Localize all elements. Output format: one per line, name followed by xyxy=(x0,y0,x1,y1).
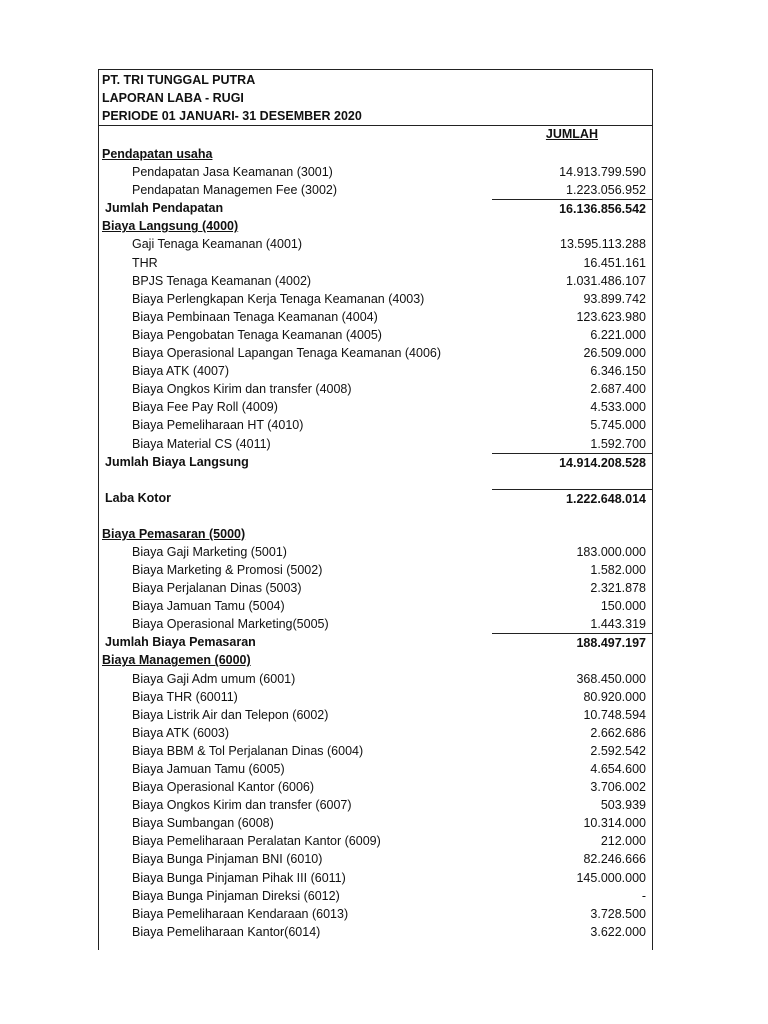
line-item-row xyxy=(99,814,652,832)
line-item-label: Biaya Pembinaan Tenaga Keamanan (4004) xyxy=(132,309,378,324)
line-item-label: Gaji Tenaga Keamanan (4001) xyxy=(132,237,303,252)
total-label: Jumlah Pendapatan xyxy=(105,201,224,216)
line-item-value: 10.748.594 xyxy=(583,707,646,722)
line-item-label: Biaya Jamuan Tamu (5004) xyxy=(132,599,285,614)
line-item-label: Biaya Ongkos Kirim dan transfer (4008) xyxy=(132,382,352,397)
line-item-value: 2.687.400 xyxy=(590,382,646,397)
line-item-value: 145.000.000 xyxy=(576,870,646,885)
total-value-cell xyxy=(492,489,652,508)
total-value: 14.914.208.528 xyxy=(559,455,646,470)
line-item-value: 2.662.686 xyxy=(590,725,646,740)
line-item-value: 3.728.500 xyxy=(590,906,646,921)
line-item-row xyxy=(99,905,652,923)
line-item-label: Biaya ATK (6003) xyxy=(132,725,230,740)
line-item-label: Biaya Bunga Pinjaman Pihak III (6011) xyxy=(132,870,346,885)
line-item-label: Biaya THR (60011) xyxy=(132,689,238,704)
report-period: PERIODE 01 JANUARI- 31 DESEMBER 2020 xyxy=(102,109,362,123)
line-item-label: Biaya Ongkos Kirim dan transfer (6007) xyxy=(132,798,352,813)
section-heading-biaya-pemasaran xyxy=(99,525,652,543)
line-item-row xyxy=(99,688,652,706)
line-item-value: 6.221.000 xyxy=(590,327,646,342)
line-item-value: 93.899.742 xyxy=(583,291,646,306)
line-item-row xyxy=(99,760,652,778)
report-header xyxy=(99,70,652,126)
line-item-value: 3.706.002 xyxy=(590,780,646,795)
line-item-row xyxy=(99,163,652,181)
line-item-label: Biaya Material CS (4011) xyxy=(132,436,271,451)
line-item-value: 26.509.000 xyxy=(583,346,646,361)
total-row-biaya-pemasaran xyxy=(99,633,652,651)
line-item-value: 1.443.319 xyxy=(590,617,646,632)
line-item-row xyxy=(99,887,652,905)
line-item-row xyxy=(99,742,652,760)
line-item-value: 14.913.799.590 xyxy=(559,165,646,180)
line-item-value: 2.592.542 xyxy=(590,743,646,758)
line-item-label: Biaya Perlengkapan Kerja Tenaga Keamanan (4003) xyxy=(132,291,425,306)
line-item-value: 1.592.700 xyxy=(590,436,646,451)
biaya-managemen-items xyxy=(99,670,652,941)
line-item-label: Biaya Pemeliharaan Kendaraan (6013) xyxy=(132,906,349,921)
section-heading-label: Biaya Managemen (6000) xyxy=(102,653,251,668)
line-item-row xyxy=(99,254,652,272)
line-item-value: 212.000 xyxy=(600,834,646,849)
total-value: 188.497.197 xyxy=(576,636,646,651)
line-item-value: 80.920.000 xyxy=(583,689,646,704)
line-item-row xyxy=(99,435,652,453)
line-item-label: Biaya Gaji Marketing (5001) xyxy=(132,544,287,559)
line-item-row xyxy=(99,543,652,561)
section-heading-label: Biaya Langsung (4000) xyxy=(102,219,239,234)
line-item-label: Biaya ATK (4007) xyxy=(132,364,230,379)
line-item-row xyxy=(99,362,652,380)
line-item-row xyxy=(99,724,652,742)
line-item-label: THR xyxy=(132,255,158,270)
line-item-label: Biaya Listrik Air dan Telepon (6002) xyxy=(132,707,329,722)
line-item-row xyxy=(99,615,652,633)
line-item-value: 13.595.113.288 xyxy=(560,237,646,252)
line-item-label: Biaya Gaji Adm umum (6001) xyxy=(132,671,296,686)
total-label: Jumlah Biaya Langsung xyxy=(105,454,249,469)
line-item-row xyxy=(99,416,652,434)
line-item-label: Biaya Operasional Lapangan Tenaga Keamanan (4006) xyxy=(132,346,442,361)
line-item-row xyxy=(99,923,652,941)
line-item-row xyxy=(99,706,652,724)
line-item-label: Pendapatan Jasa Keamanan (3001) xyxy=(132,165,333,180)
line-item-row xyxy=(99,670,652,688)
section-heading-label: Pendapatan usaha xyxy=(102,147,213,161)
biaya-langsung-items xyxy=(99,235,652,452)
line-item-value: 2.321.878 xyxy=(590,581,646,596)
line-item-row xyxy=(99,597,652,615)
line-item-row xyxy=(99,380,652,398)
line-item-row xyxy=(99,344,652,362)
line-item-value: 1.031.486.107 xyxy=(566,273,646,288)
line-item-label: Biaya Bunga Pinjaman Direksi (6012) xyxy=(132,888,340,903)
line-item-value: 123.623.980 xyxy=(576,309,646,324)
line-item-value: 5.745.000 xyxy=(590,418,646,433)
line-item-value: 368.450.000 xyxy=(576,671,646,686)
line-item-row xyxy=(99,778,652,796)
section-heading-biaya-langsung xyxy=(99,217,652,235)
line-item-label: Biaya Pengobatan Tenaga Keamanan (4005) xyxy=(132,327,382,342)
line-item-label: Biaya Operasional Kantor (6006) xyxy=(132,780,315,795)
total-row-pendapatan xyxy=(99,199,652,217)
line-item-value: 3.622.000 xyxy=(590,924,646,939)
line-item-label: Biaya Sumbangan (6008) xyxy=(132,816,274,831)
line-item-label: BPJS Tenaga Keamanan (4002) xyxy=(132,273,312,288)
line-item-label: Pendapatan Managemen Fee (3002) xyxy=(132,183,338,198)
company-name: PT. TRI TUNGGAL PUTRA xyxy=(102,73,256,87)
line-item-row xyxy=(99,235,652,253)
line-item-row xyxy=(99,326,652,344)
line-item-value: 1.582.000 xyxy=(590,562,646,577)
total-value: 1.222.648.014 xyxy=(566,491,646,506)
column-header xyxy=(99,126,652,145)
line-item-label: Biaya Fee Pay Roll (4009) xyxy=(132,400,278,415)
line-item-value: 4.654.600 xyxy=(590,762,646,776)
pendapatan-items xyxy=(99,163,652,199)
line-item-label: Biaya Marketing & Promosi (5002) xyxy=(132,562,323,577)
line-item-row xyxy=(99,308,652,326)
income-statement-sheet xyxy=(98,69,653,950)
line-item-label: Biaya Pemeliharaan HT (4010) xyxy=(132,418,304,433)
line-item-value: 16.451.161 xyxy=(583,255,646,270)
line-item-row xyxy=(99,579,652,597)
total-row-laba-kotor xyxy=(99,489,652,507)
total-value-cell xyxy=(492,199,652,218)
line-item-value: - xyxy=(641,888,646,903)
line-item-label: Biaya BBM & Tol Perjalanan Dinas (6004) xyxy=(132,743,364,758)
line-item-label: Biaya Pemeliharaan Kantor(6014) xyxy=(132,924,321,939)
total-value: 16.136.856.542 xyxy=(559,202,646,217)
total-label: Jumlah Biaya Pemasaran xyxy=(105,635,256,650)
total-value-cell xyxy=(492,633,652,652)
line-item-row xyxy=(99,290,652,308)
line-item-value: 10.314.000 xyxy=(583,816,646,831)
section-heading-pendapatan xyxy=(99,145,652,163)
total-value-cell xyxy=(492,453,652,472)
total-label: Laba Kotor xyxy=(105,490,171,505)
line-item-row xyxy=(99,272,652,290)
line-item-row xyxy=(99,850,652,868)
report-title: LAPORAN LABA - RUGI xyxy=(102,91,244,105)
line-item-value: 150.000 xyxy=(600,599,646,614)
line-item-value: 503.939 xyxy=(600,798,646,813)
line-item-label: Biaya Jamuan Tamu (6005) xyxy=(132,762,285,776)
line-item-row xyxy=(99,181,652,199)
line-item-row xyxy=(99,832,652,850)
section-heading-biaya-managemen xyxy=(99,651,652,669)
line-item-value: 6.346.150 xyxy=(590,364,646,379)
line-item-row xyxy=(99,869,652,887)
line-item-value: 1.223.056.952 xyxy=(566,183,646,198)
line-item-row xyxy=(99,398,652,416)
section-heading-label: Biaya Pemasaran (5000) xyxy=(102,526,246,541)
line-item-value: 4.533.000 xyxy=(590,400,646,415)
total-row-biaya-langsung xyxy=(99,453,652,471)
line-item-label: Biaya Pemeliharaan Peralatan Kantor (6009) xyxy=(132,834,381,849)
line-item-label: Biaya Operasional Marketing(5005) xyxy=(132,617,329,632)
line-item-value: 183.000.000 xyxy=(576,544,646,559)
blank-row xyxy=(99,507,652,525)
blank-row xyxy=(99,471,652,489)
line-item-row xyxy=(99,796,652,814)
line-item-value: 82.246.666 xyxy=(583,852,646,867)
column-header-jumlah: JUMLAH xyxy=(545,127,598,141)
line-item-label: Biaya Bunga Pinjaman BNI (6010) xyxy=(132,852,323,867)
line-item-row xyxy=(99,561,652,579)
line-item-label: Biaya Perjalanan Dinas (5003) xyxy=(132,581,302,596)
biaya-pemasaran-items xyxy=(99,543,652,633)
